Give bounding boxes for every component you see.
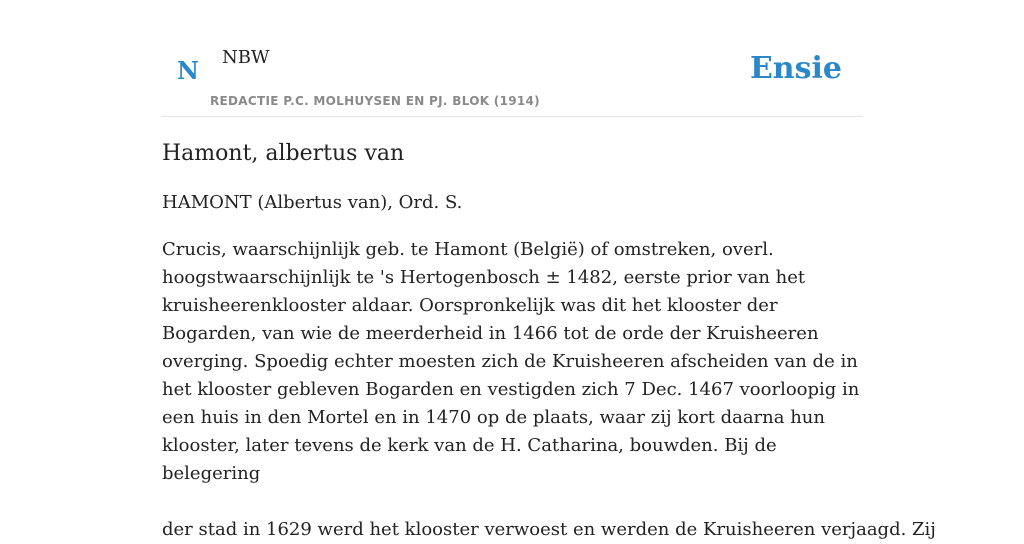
source-name-link[interactable]: NBW bbox=[222, 47, 270, 68]
source-logo-icon[interactable]: N bbox=[177, 56, 199, 85]
page-title: Hamont, albertus van bbox=[162, 141, 405, 166]
brand-logo-link[interactable]: Ensie bbox=[749, 51, 842, 86]
source-header bbox=[162, 0, 862, 117]
article-body bbox=[162, 138, 936, 544]
article-paragraph: Crucis, waarschijnlijk geb. te Hamont (België) of omstreken, overl. hoogstwaarschijnlijk te 's Hertogenbosch ± 1482, eerste prior van het kruisheerenklooster aldaar. Oorspronkelijk was dit het klooster der Bogarden, van wie de meerderheid in 1466 tot de orde der Kruisheeren overging. Spoedig echter moesten zich de Kruisheeren afscheiden van de in het klooster gebleven Bogarden en vestigden zich 7 Dec. 1467 voorloopig in een huis in den Mortel en in 1470 op de plaats, waar zij kort daarna hun klooster, later tevens de kerk van de H. Catharina, bouwden. Bij de belegering bbox=[162, 239, 860, 484]
entry-heading: HAMONT (Albertus van), Ord. S. bbox=[162, 192, 463, 213]
article-paragraph: der stad in 1629 werd het klooster verwoest en werden de Kruisheeren verjaagd. Zij bbox=[162, 519, 936, 540]
source-subtitle: REDACTIE P.C. MOLHUYSEN EN PJ. BLOK (1914) bbox=[210, 94, 540, 108]
